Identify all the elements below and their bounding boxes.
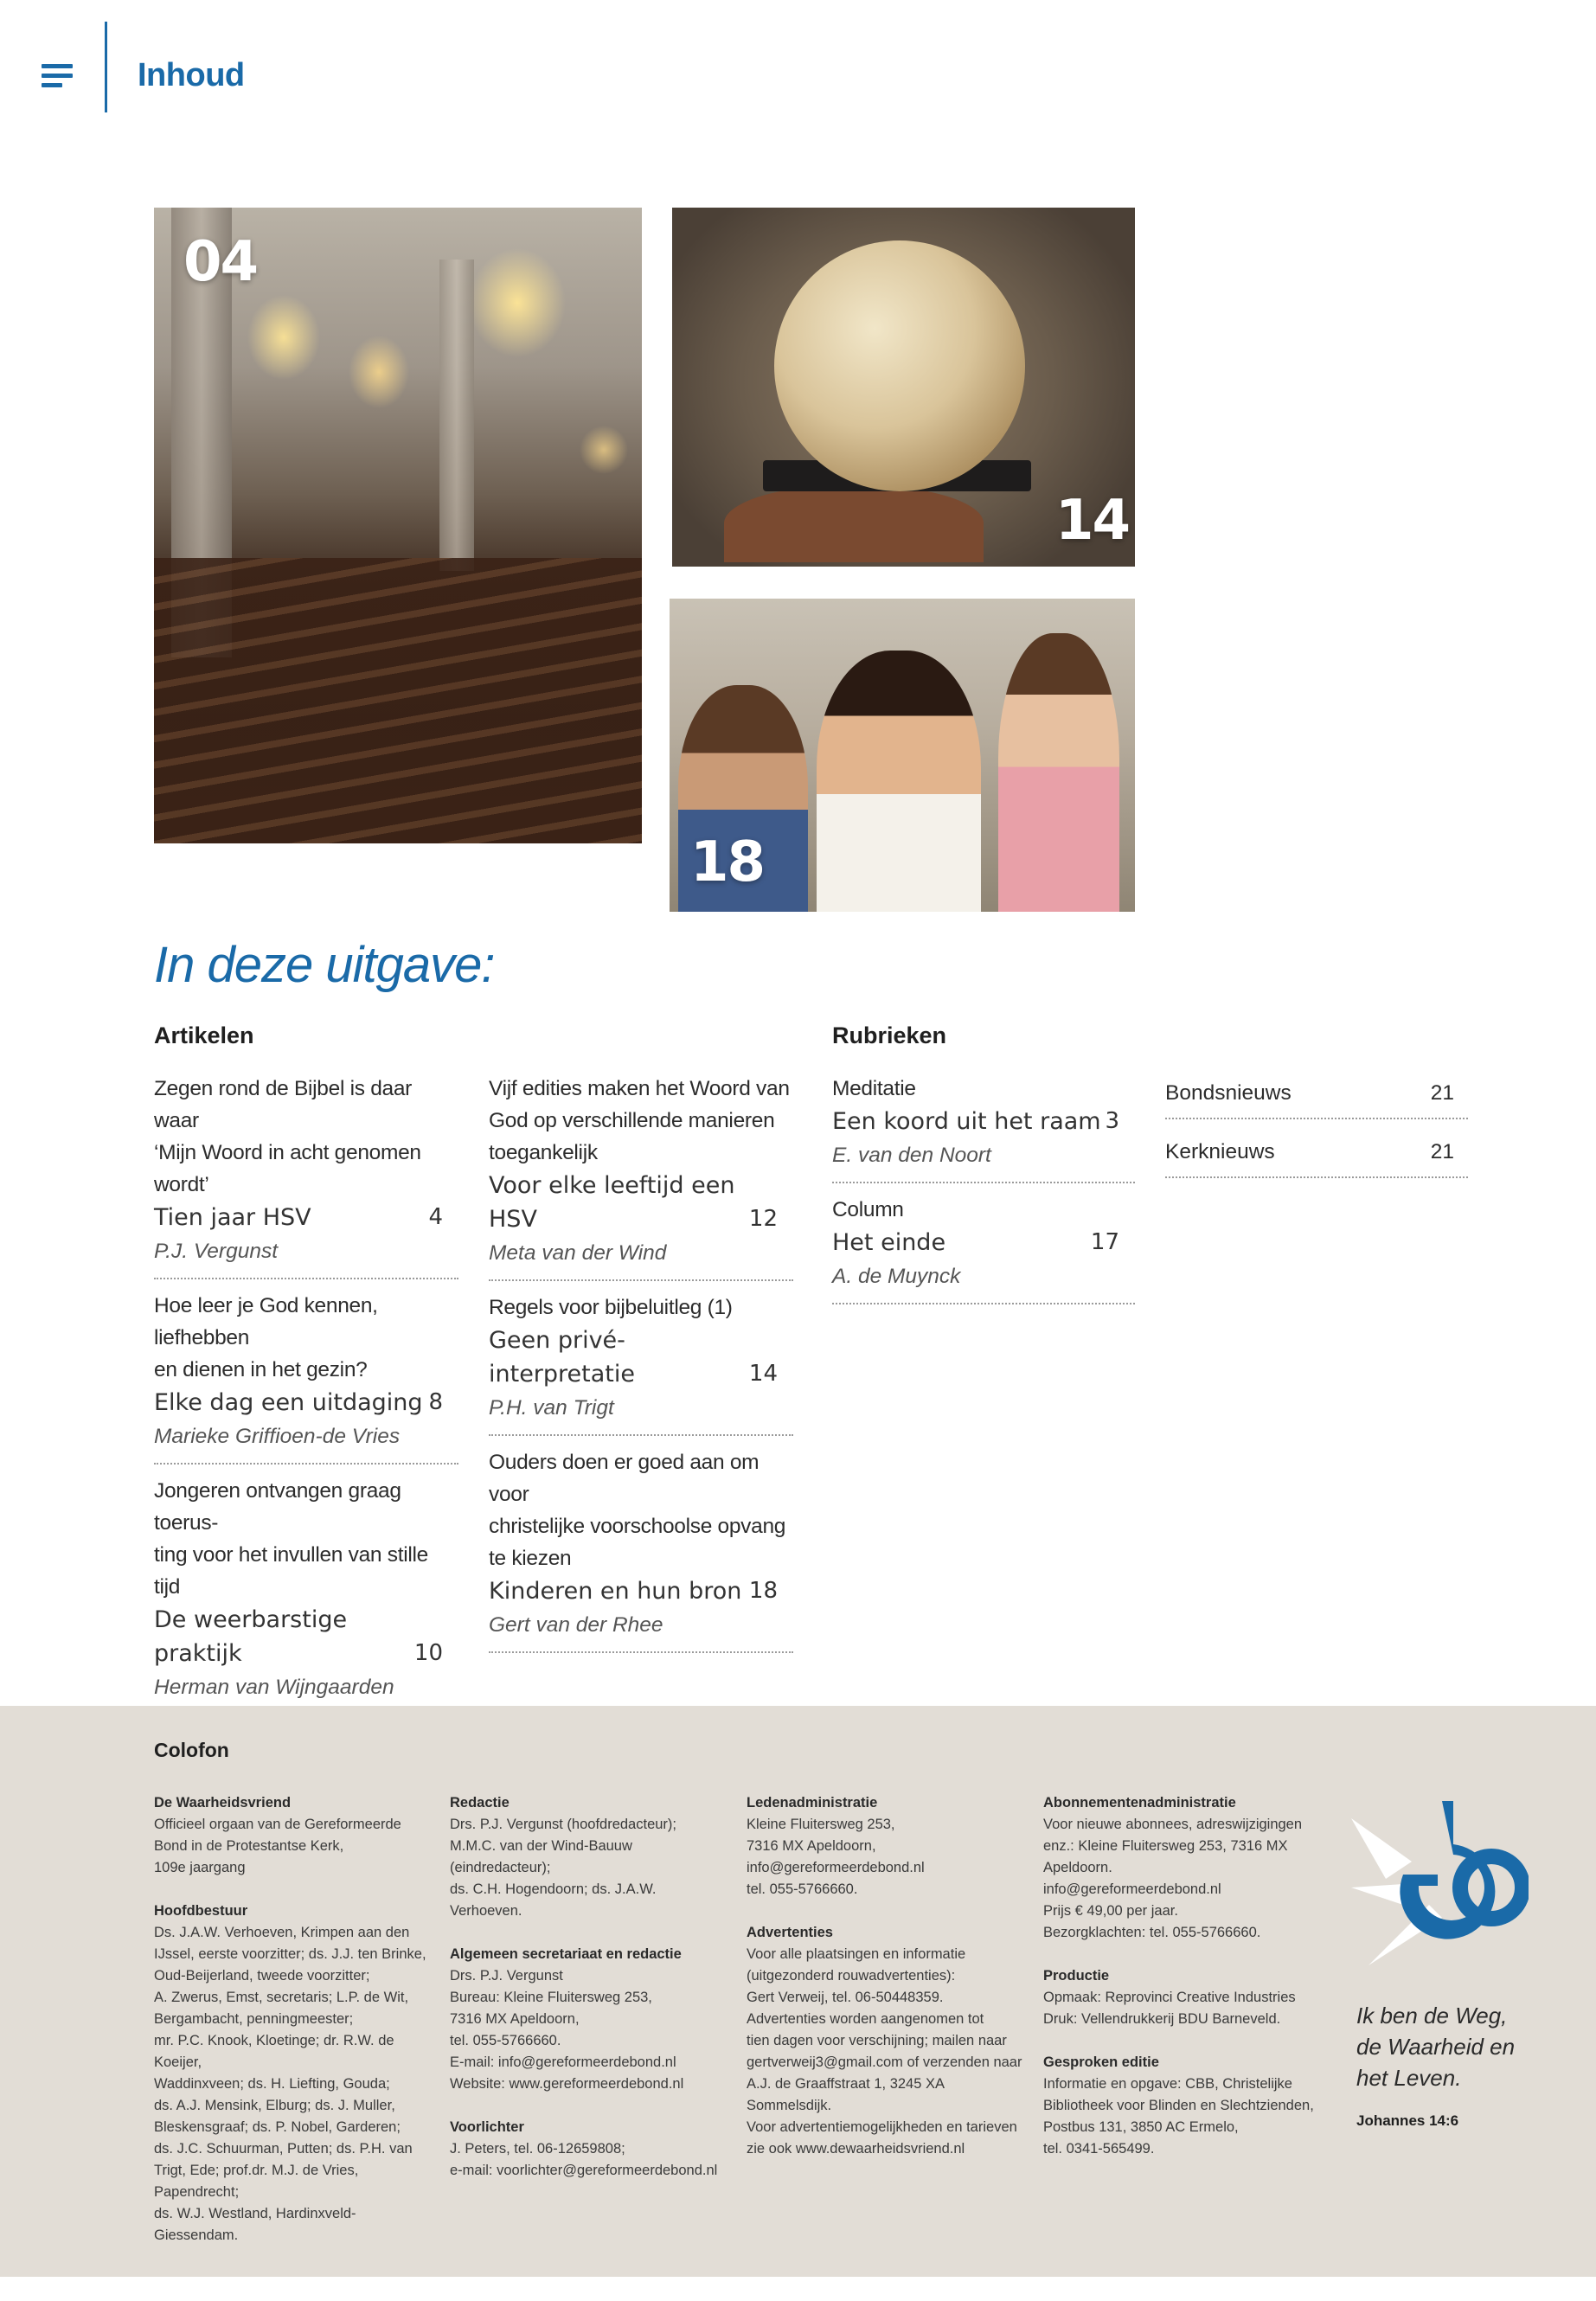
colofon-block — [1043, 1965, 1320, 2030]
entry-title-row — [489, 1324, 793, 1391]
entry-page-number: 21 — [1430, 1140, 1454, 1163]
colofon-line: tien dagen voor verschijning; mailen naar — [747, 2033, 1007, 2048]
entry-title-row — [154, 1603, 458, 1670]
colofon-line: Apeldoorn. — [1043, 1860, 1112, 1875]
entry-title — [489, 1574, 741, 1608]
entry-kicker: ‘Mijn Woord in acht genomen — [154, 1141, 421, 1164]
menu-icon[interactable] — [42, 64, 73, 88]
colofon-line: J. Peters, tel. 06-12659808; — [450, 2141, 625, 2157]
colofon-line: A.J. de Graaffstraat 1, 3245 XA Sommelsdijk. — [747, 2076, 945, 2113]
header-divider — [105, 22, 107, 112]
colofon-line: 109e jaargang — [154, 1860, 246, 1875]
colofon-block — [450, 2117, 727, 2182]
colofon-line: Bleskensgraaf; ds. P. Nobel, Garderen; — [154, 2119, 401, 2135]
entry-title — [489, 1324, 749, 1391]
child-shape — [998, 633, 1119, 912]
motto-line: het Leven. — [1356, 2065, 1462, 2091]
entry-kicker: Hoe leer je God kennen, liefhebben — [154, 1294, 378, 1349]
entry-kicker: en dienen in het gezin? — [154, 1358, 368, 1381]
colofon-line: Officieel orgaan van de Gereformeerde — [154, 1817, 401, 1832]
section-rubrieken: Rubrieken — [832, 1022, 947, 1048]
entry-title: Kerknieuws — [1165, 1140, 1275, 1163]
colofon-line: Drs. P.J. Vergunst (hoofdredacteur); — [450, 1817, 676, 1832]
colofon-line: Kleine Fluitersweg 253, — [747, 1817, 895, 1832]
colofon-column — [154, 1792, 431, 2268]
entry-title-row — [154, 1386, 458, 1420]
entry-kicker: Zegen rond de Bijbel is daar waar — [154, 1077, 413, 1132]
entry-author: Herman van Wijngaarden — [154, 1676, 394, 1699]
entry-kicker: God op verschillende manieren — [489, 1109, 775, 1132]
entry-page-number: 4 — [428, 1204, 443, 1230]
pillar-shape — [439, 260, 474, 571]
colofon-block-heading: Voorlichter — [450, 2119, 524, 2135]
colofon-block-heading: Algemeen secretariaat en redactie — [450, 1946, 682, 1962]
entry-author: E. van den Noort — [832, 1144, 991, 1167]
colofon-line: Website: www.gereformeerdebond.nl — [450, 2076, 684, 2092]
entry-page-number: 18 — [748, 1578, 778, 1604]
entry-title-row — [489, 1169, 793, 1236]
entry-title: Bondsnieuws — [1165, 1081, 1292, 1105]
entry-title-line: praktijk — [154, 1640, 242, 1667]
entry-title-line: Een koord uit het raam — [832, 1108, 1101, 1135]
entry-kicker: te kiezen — [489, 1547, 572, 1570]
entry-title-line: Voor elke leeftijd een HSV — [489, 1172, 735, 1233]
top-bar — [0, 0, 1596, 130]
colofon-line: mr. P.C. Knook, Kloetinge; dr. R.W. de Koeijer, — [154, 2033, 394, 2070]
colofon-line: Bureau: Kleine Fluitersweg 253, — [450, 1990, 652, 2005]
colofon-line: Bibliotheek voor Blinden en Slechtzienden, — [1043, 2098, 1314, 2113]
toc-heading: In deze uitgave: — [154, 937, 495, 993]
motto-reference: Johannes 14:6 — [1356, 2112, 1459, 2129]
entry-author: Marieke Griffioen-de Vries — [154, 1425, 401, 1448]
entry-title-line: Kinderen en hun bron — [489, 1578, 742, 1605]
toc-entry[interactable] — [154, 1073, 458, 1279]
entry-page-number: 12 — [748, 1206, 778, 1232]
colofon-line: Drs. P.J. Vergunst — [450, 1968, 563, 1984]
colofon-line: Voor nieuwe abonnees, adreswijzigingen — [1043, 1817, 1303, 1832]
entry-page-number: 14 — [748, 1361, 778, 1387]
entry-title-line: Geen privé-interpretatie — [489, 1327, 636, 1388]
church-photo[interactable] — [154, 208, 642, 843]
colofon-line: Bond in de Protestantse Kerk, — [154, 1838, 344, 1854]
toc-entry[interactable] — [832, 1194, 1135, 1304]
motto-line: Ik ben de Weg, — [1356, 2003, 1508, 2029]
colofon-block-heading: Ledenadministratie — [747, 1795, 878, 1811]
entry-kicker: Meditatie — [832, 1077, 916, 1100]
toc-entry[interactable] — [1165, 1131, 1468, 1178]
colofon-line: E-mail: info@gereformeerdebond.nl — [450, 2054, 676, 2070]
entry-title-row — [832, 1226, 1135, 1259]
rubrieken-column-1 — [832, 1073, 1135, 1315]
colofon-line: tel. 0341-565499. — [1043, 2141, 1155, 2157]
children-photo[interactable] — [670, 599, 1135, 912]
colofon-line: Postbus 131, 3850 AC Ermelo, — [1043, 2119, 1239, 2135]
colofon-column — [1043, 1792, 1320, 2182]
artikelen-column-2 — [489, 1073, 793, 1663]
entry-title-line: Tien jaar HSV — [154, 1204, 311, 1231]
colofon-line: M.M.C. van der Wind-Bauuw (eindredacteur); — [450, 1838, 632, 1875]
entry-kicker: wordt’ — [154, 1173, 209, 1196]
colofon — [0, 1706, 1596, 2277]
colofon-line: Waddinxveen; ds. H. Liefting, Gouda; — [154, 2076, 390, 2092]
colofon-line: gertverweij3@gmail.com of verzenden naar — [747, 2054, 1022, 2070]
colofon-block-heading: Redactie — [450, 1795, 510, 1811]
entry-title-row — [489, 1574, 793, 1608]
globe-shape — [774, 240, 1025, 491]
section-artikelen: Artikelen — [154, 1022, 254, 1048]
colofon-line: tel. 055-5766660. — [450, 2033, 561, 2048]
colofon-line: Prijs € 49,00 per jaar. — [1043, 1903, 1178, 1919]
colofon-line: Druk: Vellendrukkerij BDU Barneveld. — [1043, 2011, 1281, 2027]
colofon-line: info@gereformeerdebond.nl — [1043, 1881, 1221, 1897]
colofon-line: ds. J.C. Schuurman, Putten; ds. P.H. van — [154, 2141, 413, 2157]
entry-title — [832, 1226, 945, 1259]
motto — [1356, 2000, 1547, 2093]
colofon-block — [154, 1792, 431, 1879]
colofon-line: Informatie en opgave: CBB, Christelijke — [1043, 2076, 1292, 2092]
colofon-block-heading: Gesproken editie — [1043, 2054, 1159, 2070]
congregation-shape — [154, 558, 642, 843]
motto-line: de Waarheid en — [1356, 2034, 1516, 2060]
entry-author: Gert van der Rhee — [489, 1613, 663, 1637]
colofon-line: ds. W.J. Westland, Hardinxveld-Giessendam. — [154, 2206, 356, 2243]
colofon-line: Trigt, Ede; prof.dr. M.J. de Vries, Papendrecht; — [154, 2163, 359, 2200]
colofon-line: 7316 MX Apeldoorn, — [747, 1838, 876, 1854]
entry-title — [489, 1169, 749, 1236]
colofon-line: (uitgezonderd rouwadvertenties): — [747, 1968, 956, 1984]
colofon-line: A. Zwerus, Emst, secretaris; L.P. de Wit, — [154, 1990, 409, 2005]
colofon-line: Opmaak: Reprovinci Creative Industries — [1043, 1990, 1296, 2005]
artikelen-column-1 — [154, 1073, 458, 1726]
colofon-block-heading: Productie — [1043, 1968, 1110, 1984]
toc-entry[interactable] — [154, 1290, 458, 1465]
colofon-block-heading: Hoofdbestuur — [154, 1903, 248, 1919]
entry-kicker: toegankelijk — [489, 1141, 598, 1164]
entry-title — [154, 1603, 347, 1670]
colofon-line: zie ook www.dewaarheidsvriend.nl — [747, 2141, 965, 2157]
colofon-block — [450, 1792, 727, 1922]
colofon-block-heading: Advertenties — [747, 1925, 833, 1940]
colofon-block — [1043, 2052, 1320, 2160]
colofon-line: Voor alle plaatsingen en informatie — [747, 1946, 966, 1962]
colofon-line: Advertenties worden aangenomen tot — [747, 2011, 984, 2027]
colofon-column — [450, 1792, 727, 2203]
entry-title-line: De weerbarstige — [154, 1606, 348, 1633]
colofon-line: info@gereformeerdebond.nl — [747, 1860, 925, 1875]
entry-kicker: christelijke voorschoolse opvang — [489, 1515, 786, 1538]
entry-page-number: 10 — [413, 1640, 443, 1666]
entry-title-row — [154, 1201, 458, 1234]
colofon-line: Oud-Beijerland, tweede voorzitter; — [154, 1968, 370, 1984]
entry-kicker: Jongeren ontvangen graag toerus- — [154, 1479, 401, 1535]
photo-page-number: 18 — [690, 830, 765, 894]
entry-author: A. de Muynck — [832, 1265, 961, 1288]
photo-page-number: 04 — [183, 230, 258, 294]
toc-entry[interactable] — [489, 1292, 793, 1436]
toc-entry[interactable] — [154, 1475, 458, 1715]
toc-entry[interactable] — [1165, 1073, 1468, 1119]
colofon-line: Gert Verweij, tel. 06-50448359. — [747, 1990, 944, 2005]
entry-kicker: Vijf edities maken het Woord van — [489, 1077, 790, 1100]
entry-title-line: Elke dag een uitdaging — [154, 1389, 423, 1416]
colofon-line: Voor advertentiemogelijkheden en tarieven — [747, 2119, 1017, 2135]
entry-page-number: 17 — [1090, 1229, 1119, 1255]
entry-kicker: Column — [832, 1198, 904, 1221]
toc-entry[interactable] — [489, 1446, 793, 1653]
entry-title — [832, 1105, 1101, 1138]
entry-kicker: ting voor het invullen van stille tijd — [154, 1543, 428, 1599]
colofon-line: Bergambacht, penningmeester; — [154, 2011, 354, 2027]
rubrieken-column-2 — [1165, 1073, 1468, 1190]
entry-page-number: 3 — [1105, 1108, 1119, 1134]
toc-entry[interactable] — [832, 1073, 1135, 1183]
colofon-line: IJssel, eerste voorzitter; ds. J.J. ten Brinke, — [154, 1946, 426, 1962]
gereformeerde-bond-logo — [1351, 1784, 1529, 1974]
entry-title — [154, 1201, 311, 1234]
colofon-line: e-mail: voorlichter@gereformeerdebond.nl — [450, 2163, 718, 2178]
photo-page-number: 14 — [1055, 489, 1130, 553]
entry-kicker: Regels voor bijbeluitleg (1) — [489, 1296, 733, 1319]
entry-title — [154, 1386, 423, 1420]
colofon-line: ds. A.J. Mensink, Elburg; ds. J. Muller, — [154, 2098, 395, 2113]
colofon-block — [450, 1944, 727, 2095]
colofon-line: tel. 055-5766660. — [747, 1881, 858, 1897]
colofon-line: enz.: Kleine Fluitersweg 253, 7316 MX — [1043, 1838, 1288, 1854]
entry-title-row — [832, 1105, 1135, 1138]
colofon-block — [1043, 1792, 1320, 1944]
entry-author: P.H. van Trigt — [489, 1396, 614, 1420]
colofon-line: 7316 MX Apeldoorn, — [450, 2011, 580, 2027]
page-title: Inhoud — [138, 57, 245, 93]
colofon-block — [154, 1900, 431, 2247]
entry-page-number: 8 — [428, 1389, 443, 1415]
entry-kicker: Ouders doen er goed aan om voor — [489, 1451, 760, 1506]
colofon-line: ds. C.H. Hogendoorn; ds. J.A.W. Verhoeven. — [450, 1881, 657, 1919]
colofon-title: Colofon — [154, 1739, 229, 1761]
colofon-block-heading: Abonnementenadministratie — [1043, 1795, 1236, 1811]
colofon-column — [747, 1792, 1023, 2182]
colofon-block — [747, 1792, 1023, 1900]
colofon-block-heading: De Waarheidsvriend — [154, 1795, 292, 1811]
child-shape — [817, 651, 981, 912]
toc-entry[interactable] — [489, 1073, 793, 1281]
globe-photo[interactable] — [672, 208, 1135, 567]
entry-page-number: 21 — [1430, 1081, 1454, 1105]
entry-title-line: Het einde — [832, 1229, 946, 1256]
colofon-line: Bezorgklachten: tel. 055-5766660. — [1043, 1925, 1261, 1940]
hand-shape — [724, 484, 984, 562]
entry-author: P.J. Vergunst — [154, 1240, 279, 1263]
colofon-block — [747, 1922, 1023, 2160]
entry-author: Meta van der Wind — [489, 1241, 667, 1265]
colofon-line: Ds. J.A.W. Verhoeven, Krimpen aan den — [154, 1925, 410, 1940]
